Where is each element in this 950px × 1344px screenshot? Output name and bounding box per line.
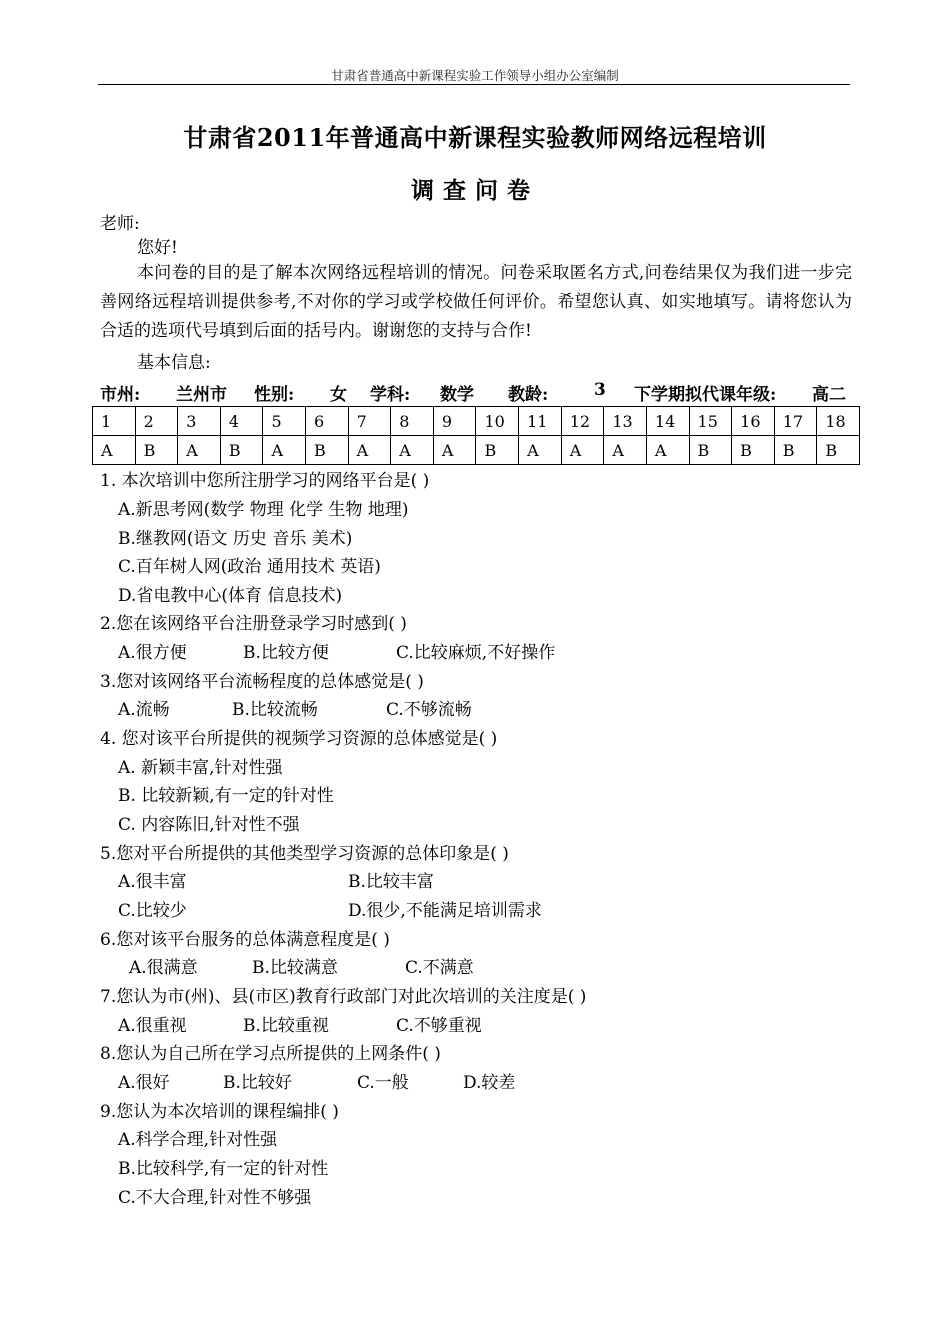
question-number-cell: 9 [433,407,476,436]
answer-cell: A [646,436,689,465]
answer-cell: A [433,436,476,465]
answer-cell: B [689,436,732,465]
answer-cell: B [732,436,775,465]
question-5-option-a: A.很丰富 [118,872,187,892]
question-6-option-b: B.比较满意 [252,958,338,978]
answer-cell: B [220,436,263,465]
answer-table [92,406,860,465]
answer-cell: A [178,436,221,465]
question-number-cell: 16 [732,407,775,436]
question-6: 6.您对该平台服务的总体满意程度是( ) [100,930,390,950]
answer-cell: A [348,436,391,465]
question-8-option-b: B.比较好 [223,1073,292,1093]
question-5-option-c: C.比较少 [118,901,187,921]
question-number-cell: 1 [93,407,136,436]
basic-info-label: 基本信息: [137,353,211,373]
question-5-option-d: D.很少,不能满足培训需求 [348,901,542,921]
question-5-option-b: B.比较丰富 [348,872,434,892]
answer-cell: B [476,436,519,465]
question-3-option-c: C.不够流畅 [386,700,472,720]
years-value: 3 [594,380,606,400]
question-8-option-c: C.一般 [357,1073,409,1093]
question-number-cell: 4 [220,407,263,436]
grade-label: 下学期拟代课年级: [634,385,777,405]
city-label: 市州: [100,385,141,405]
salutation: 老师: [100,214,140,234]
answer-table-number-row [93,407,860,436]
question-3-option-b: B.比较流畅 [232,700,318,720]
gender-value: 女 [330,385,347,405]
question-7-option-a: A.很重视 [118,1016,187,1036]
question-1-option-a: A.新思考网(数学 物理 化学 生物 地理) [118,500,409,520]
page-header: 甘肃省普通高中新课程实验工作领导小组办公室编制 [331,68,619,83]
question-number-cell: 11 [519,407,562,436]
gender-label: 性别: [254,385,295,405]
years-label: 教龄: [508,385,549,405]
intro-paragraph: 本问卷的目的是了解本次网络远程培训的情况。问卷采取匿名方式,问卷结果仅为我们进一步完善网络远程培训提供参考,不对你的学习或学校做任何评价。希望您认真、如实地填写。请将您认为合适的选项代号填到后面的括号内。谢谢您的支持与合作! [100,263,852,341]
greeting-hello: 您好! [137,238,178,258]
question-1: 1. 本次培训中您所注册学习的网络平台是( ) [100,471,430,491]
question-8-option-a: A.很好 [118,1073,170,1093]
answer-cell: B [135,436,178,465]
question-1-option-d: D.省电教中心(体育 信息技术) [118,586,343,606]
answer-cell: A [391,436,434,465]
question-6-option-a: A.很满意 [129,958,198,978]
answer-cell: A [519,436,562,465]
city-value: 兰州市 [176,385,227,405]
question-number-cell: 6 [306,407,349,436]
answer-cell: B [817,436,860,465]
question-5: 5.您对平台所提供的其他类型学习资源的总体印象是( ) [100,844,509,864]
answer-cell: A [561,436,604,465]
question-9-option-a: A.科学合理,针对性强 [118,1130,278,1150]
question-4-option-a: A. 新颖丰富,针对性强 [118,758,283,778]
question-number-cell: 15 [689,407,732,436]
question-9-option-c: C.不大合理,针对性不够强 [118,1188,312,1208]
question-number-cell: 13 [604,407,647,436]
question-7-option-b: B.比较重视 [243,1016,329,1036]
question-3: 3.您对该网络平台流畅程度的总体感觉是( ) [100,672,424,692]
subject-value: 数学 [440,385,474,405]
answer-cell: B [306,436,349,465]
question-2-option-b: B.比较方便 [243,643,329,663]
question-9-option-b: B.比较科学,有一定的针对性 [118,1159,329,1179]
question-4-option-c: C. 内容陈旧,针对性不强 [118,815,300,835]
question-8-option-d: D.较差 [463,1073,516,1093]
question-7-option-c: C.不够重视 [396,1016,482,1036]
question-2-option-a: A.很方便 [118,643,187,663]
question-number-cell: 14 [646,407,689,436]
answer-cell: B [774,436,817,465]
question-8: 8.您认为自己所在学习点所提供的上网条件( ) [100,1044,441,1064]
document-title: 甘肃省2011年普通高中新课程实验教师网络远程培训 [183,123,767,152]
question-4: 4. 您对该平台所提供的视频学习资源的总体感觉是( ) [100,729,498,749]
question-number-cell: 5 [263,407,306,436]
question-2-option-c: C.比较麻烦,不好操作 [396,643,556,663]
question-number-cell: 10 [476,407,519,436]
question-number-cell: 2 [135,407,178,436]
question-3-option-a: A.流畅 [118,700,170,720]
question-6-option-c: C.不满意 [405,958,474,978]
question-number-cell: 17 [774,407,817,436]
answer-cell: A [604,436,647,465]
grade-value: 高二 [812,385,846,405]
question-1-option-b: B.继教网(语文 历史 音乐 美术) [118,529,353,549]
answer-cell: A [93,436,136,465]
question-2: 2.您在该网络平台注册登录学习时感到( ) [100,614,407,634]
header-rule [98,84,850,85]
question-1-option-c: C.百年树人网(政治 通用技术 英语) [118,557,381,577]
question-7: 7.您认为市(州)、县(市区)教育行政部门对此次培训的关注度是( ) [100,987,587,1007]
question-number-cell: 12 [561,407,604,436]
question-number-cell: 8 [391,407,434,436]
question-9: 9.您认为本次培训的课程编排( ) [100,1102,339,1122]
answer-cell: A [263,436,306,465]
question-number-cell: 7 [348,407,391,436]
question-number-cell: 18 [817,407,860,436]
subject-label: 学科: [370,385,411,405]
answer-table-answer-row [93,436,860,465]
question-number-cell: 3 [178,407,221,436]
question-4-option-b: B. 比较新颖,有一定的针对性 [118,786,334,806]
document-subtitle: 调查问卷 [411,177,539,204]
